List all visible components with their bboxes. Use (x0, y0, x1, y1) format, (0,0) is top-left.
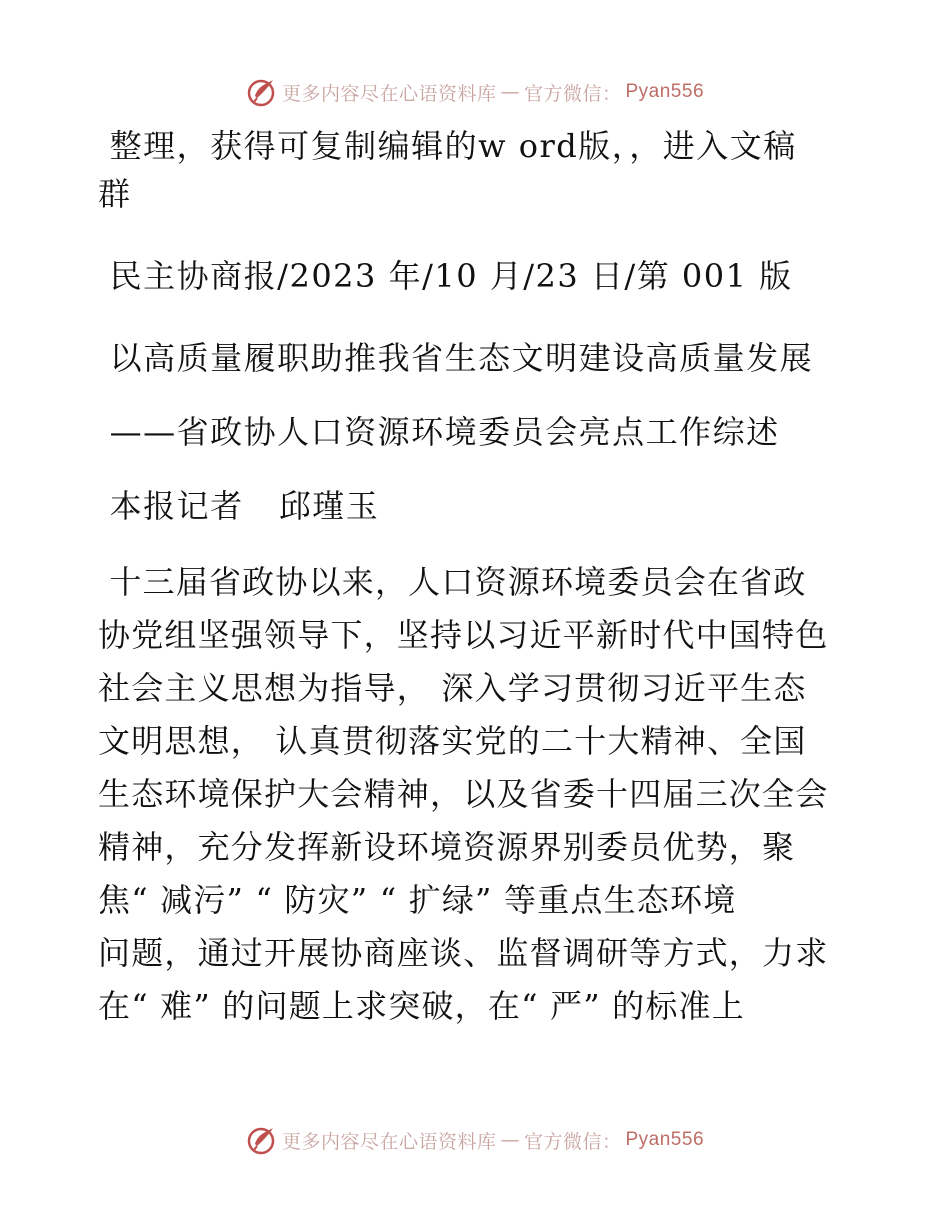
watermark-separator: — (500, 81, 520, 103)
watermark-separator: — (500, 1129, 520, 1151)
document-body (98, 122, 858, 1033)
watermark-main-text: 更多内容尽在心语资料库 (281, 82, 497, 105)
paragraph-line: 焦“ 减污” “ 防灾” “ 扩绿” 等重点生态环境 (98, 881, 737, 919)
intro-line: 整理，获得可复制编辑的w ord版，，进入文稿 (98, 127, 797, 165)
watermark-wechat-id: Pyan556 (625, 81, 705, 102)
intro-line-continuation: 群 (98, 175, 132, 213)
brand-logo-icon (246, 76, 278, 108)
article-subtitle: ——省政协人口资源环境委员会亮点工作综述 (98, 413, 780, 451)
article-paragraph (98, 556, 858, 1033)
watermark-main-text: 更多内容尽在心语资料库 (281, 1130, 497, 1153)
paragraph-line: 问题，通过开展协商座谈、监督调研等方式，力求 (98, 934, 829, 972)
paragraph-line: 协党组坚强领导下，坚持以习近平新时代中国特色 (98, 616, 829, 654)
paragraph-line: 精神，充分发挥新设环境资源界别委员优势，聚 (98, 828, 796, 866)
source-line: 民主协商报/2023 年/10 月/23 日/第 001 版 (98, 257, 793, 295)
brand-logo-icon (246, 1124, 278, 1156)
paragraph-line: 在“ 难” 的问题上求突破，在“ 严” 的标准上 (98, 987, 745, 1025)
paragraph-line: 文明思想， 认真贯彻落实党的二十大精神、全国 (98, 722, 807, 760)
paragraph-line: 生态环境保护大会精神，以及省委十四届三次全会 (98, 775, 829, 813)
header-watermark (0, 76, 950, 108)
paragraph-line: 十三届省政协以来，人口资源环境委员会在省政 (98, 563, 807, 601)
footer-watermark (0, 1124, 950, 1156)
watermark-label: 官方微信： (523, 82, 622, 105)
watermark-wechat-id: Pyan556 (625, 1129, 705, 1150)
watermark-label: 官方微信： (523, 1130, 622, 1153)
byline: 本报记者 邱瑾玉 (98, 487, 380, 525)
paragraph-line: 社会主义思想为指导， 深入学习贯彻习近平生态 (98, 669, 807, 707)
article-title: 以高质量履职助推我省生态文明建设高质量发展 (98, 339, 814, 377)
